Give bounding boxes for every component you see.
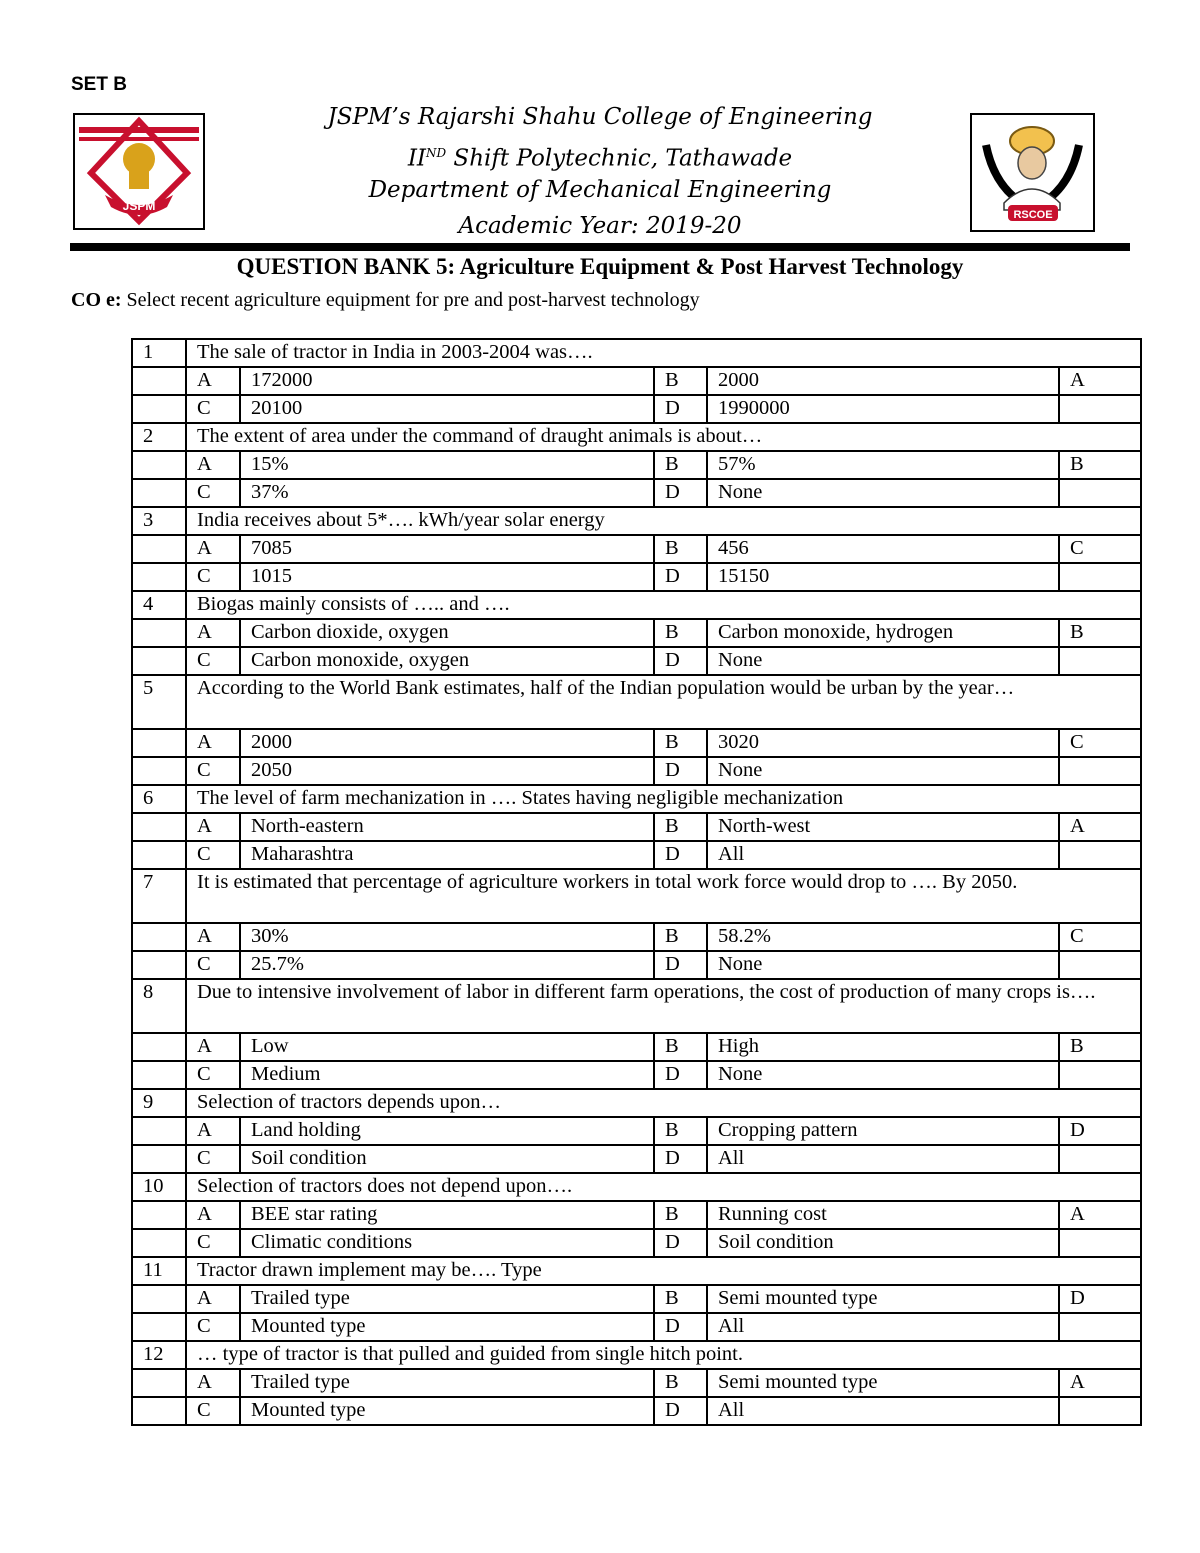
options-row <box>132 923 1141 951</box>
blank-cell <box>132 1145 186 1173</box>
college-name: JSPM’s Rajarshi Shahu College of Engineering <box>327 104 873 130</box>
question-number: 5 <box>132 675 186 729</box>
option-letter-a: A <box>186 1369 240 1397</box>
question-number: 9 <box>132 1089 186 1117</box>
options-row <box>132 1369 1141 1397</box>
option-d: Soil condition <box>707 1229 1059 1257</box>
options-row <box>132 535 1141 563</box>
options-row <box>132 757 1141 785</box>
option-a: Trailed type <box>240 1369 654 1397</box>
option-b: Cropping pattern <box>707 1117 1059 1145</box>
option-d: 15150 <box>707 563 1059 591</box>
options-row <box>132 1145 1141 1173</box>
options-row <box>132 729 1141 757</box>
blank-cell <box>1059 1313 1141 1341</box>
question-text: Biogas mainly consists of ….. and …. <box>186 591 1141 619</box>
question-number: 7 <box>132 869 186 923</box>
option-letter-a: A <box>186 729 240 757</box>
blank-cell <box>132 1285 186 1313</box>
option-b: Semi mounted type <box>707 1369 1059 1397</box>
option-b: Semi mounted type <box>707 1285 1059 1313</box>
option-letter-a: A <box>186 535 240 563</box>
option-letter-d: D <box>654 757 707 785</box>
question-row <box>132 1089 1141 1117</box>
question-number: 4 <box>132 591 186 619</box>
option-c: Mounted type <box>240 1397 654 1425</box>
question-number: 2 <box>132 423 186 451</box>
option-letter-a: A <box>186 923 240 951</box>
blank-cell <box>1059 1397 1141 1425</box>
shift-line-sup: ND <box>426 146 447 160</box>
blank-cell <box>132 619 186 647</box>
blank-cell <box>132 757 186 785</box>
blank-cell <box>132 729 186 757</box>
option-d: All <box>707 1145 1059 1173</box>
option-letter-b: B <box>654 619 707 647</box>
shift-line-text: Shift Polytechnic, Tathawade <box>446 145 793 172</box>
option-letter-d: D <box>654 1313 707 1341</box>
option-b: Running cost <box>707 1201 1059 1229</box>
question-text: It is estimated that percentage of agriculture workers in total work force would drop to …. By 2050. <box>186 869 1141 923</box>
options-row <box>132 1061 1141 1089</box>
blank-cell <box>132 1033 186 1061</box>
option-letter-a: A <box>186 1285 240 1313</box>
option-letter-c: C <box>186 1061 240 1089</box>
option-a: 7085 <box>240 535 654 563</box>
option-b: 2000 <box>707 367 1059 395</box>
question-text: Selection of tractors does not depend upon…. <box>186 1173 1141 1201</box>
blank-cell <box>132 535 186 563</box>
blank-cell <box>1059 757 1141 785</box>
answer-key: A <box>1059 367 1141 395</box>
option-d: All <box>707 1313 1059 1341</box>
option-letter-c: C <box>186 757 240 785</box>
option-c: Medium <box>240 1061 654 1089</box>
question-table <box>131 338 1142 1426</box>
option-letter-a: A <box>186 367 240 395</box>
option-letter-a: A <box>186 1117 240 1145</box>
option-letter-a: A <box>186 1033 240 1061</box>
option-d: All <box>707 1397 1059 1425</box>
option-letter-c: C <box>186 479 240 507</box>
blank-cell <box>132 1369 186 1397</box>
option-letter-d: D <box>654 1145 707 1173</box>
answer-key: C <box>1059 729 1141 757</box>
answer-key: A <box>1059 813 1141 841</box>
blank-cell <box>132 923 186 951</box>
question-text: Due to intensive involvement of labor in different farm operations, the cost of production of many crops is…. <box>186 979 1141 1033</box>
blank-cell <box>132 813 186 841</box>
question-text: Tractor drawn implement may be…. Type <box>186 1257 1141 1285</box>
blank-cell <box>1059 479 1141 507</box>
option-a: 30% <box>240 923 654 951</box>
blank-cell <box>132 1229 186 1257</box>
options-row <box>132 1033 1141 1061</box>
option-a: 172000 <box>240 367 654 395</box>
shift-line <box>300 135 900 177</box>
options-row <box>132 1117 1141 1145</box>
blank-cell <box>132 1313 186 1341</box>
option-letter-b: B <box>654 729 707 757</box>
option-letter-b: B <box>654 535 707 563</box>
option-b: Carbon monoxide, hydrogen <box>707 619 1059 647</box>
option-letter-d: D <box>654 841 707 869</box>
option-letter-c: C <box>186 951 240 979</box>
blank-cell <box>132 451 186 479</box>
options-row <box>132 619 1141 647</box>
option-a: Land holding <box>240 1117 654 1145</box>
option-letter-d: D <box>654 647 707 675</box>
option-letter-b: B <box>654 1117 707 1145</box>
options-row <box>132 647 1141 675</box>
options-row <box>132 451 1141 479</box>
option-letter-d: D <box>654 563 707 591</box>
blank-cell <box>132 479 186 507</box>
blank-cell <box>132 1061 186 1089</box>
option-letter-b: B <box>654 367 707 395</box>
answer-key: C <box>1059 923 1141 951</box>
option-c: Mounted type <box>240 1313 654 1341</box>
question-number: 12 <box>132 1341 186 1369</box>
question-row <box>132 1257 1141 1285</box>
option-letter-c: C <box>186 563 240 591</box>
option-b: High <box>707 1033 1059 1061</box>
option-letter-b: B <box>654 813 707 841</box>
options-row <box>132 841 1141 869</box>
options-row <box>132 479 1141 507</box>
option-letter-c: C <box>186 647 240 675</box>
question-row <box>132 675 1141 729</box>
option-letter-b: B <box>654 1369 707 1397</box>
co-text: Select recent agriculture equipment for pre and post-harvest technology <box>121 289 700 311</box>
question-number: 10 <box>132 1173 186 1201</box>
question-text: According to the World Bank estimates, half of the Indian population would be urban by the year… <box>186 675 1141 729</box>
option-a: Carbon dioxide, oxygen <box>240 619 654 647</box>
option-a: North-eastern <box>240 813 654 841</box>
option-c: 1015 <box>240 563 654 591</box>
options-row <box>132 1201 1141 1229</box>
option-letter-b: B <box>654 1285 707 1313</box>
option-d: None <box>707 479 1059 507</box>
option-letter-a: A <box>186 451 240 479</box>
option-letter-c: C <box>186 841 240 869</box>
option-letter-d: D <box>654 1061 707 1089</box>
question-row <box>132 339 1141 367</box>
jspm-logo-text: JSPM <box>122 199 156 213</box>
option-d: None <box>707 757 1059 785</box>
jspm-logo <box>73 113 205 230</box>
blank-cell <box>1059 951 1141 979</box>
answer-key: D <box>1059 1285 1141 1313</box>
question-row <box>132 507 1141 535</box>
option-letter-a: A <box>186 813 240 841</box>
question-number: 3 <box>132 507 186 535</box>
option-d: None <box>707 647 1059 675</box>
blank-cell <box>132 1201 186 1229</box>
option-d: All <box>707 841 1059 869</box>
blank-cell <box>132 647 186 675</box>
academic-year: Academic Year: 2019-20 <box>458 213 742 239</box>
option-c: Climatic conditions <box>240 1229 654 1257</box>
blank-cell <box>1059 563 1141 591</box>
option-a: 2000 <box>240 729 654 757</box>
question-text: Selection of tractors depends upon… <box>186 1089 1141 1117</box>
option-letter-c: C <box>186 395 240 423</box>
option-letter-d: D <box>654 951 707 979</box>
option-letter-c: C <box>186 1313 240 1341</box>
options-row <box>132 367 1141 395</box>
answer-key: B <box>1059 451 1141 479</box>
option-c: 37% <box>240 479 654 507</box>
question-text: The level of farm mechanization in …. States having negligible mechanization <box>186 785 1141 813</box>
option-c: Soil condition <box>240 1145 654 1173</box>
blank-cell <box>1059 1061 1141 1089</box>
question-text: The sale of tractor in India in 2003-2004 was…. <box>186 339 1141 367</box>
option-d: None <box>707 951 1059 979</box>
answer-key: A <box>1059 1369 1141 1397</box>
option-b: 3020 <box>707 729 1059 757</box>
option-letter-d: D <box>654 1229 707 1257</box>
question-row <box>132 591 1141 619</box>
option-letter-a: A <box>186 1201 240 1229</box>
rscoe-logo-text: RSCOE <box>1013 209 1053 221</box>
rscoe-logo <box>970 113 1095 232</box>
shift-line-roman: II <box>407 145 426 172</box>
option-b: North-west <box>707 813 1059 841</box>
options-row <box>132 1229 1141 1257</box>
option-a: BEE star rating <box>240 1201 654 1229</box>
options-row <box>132 563 1141 591</box>
option-letter-b: B <box>654 1033 707 1061</box>
option-letter-d: D <box>654 479 707 507</box>
blank-cell <box>132 563 186 591</box>
question-text: India receives about 5*…. kWh/year solar energy <box>186 507 1141 535</box>
answer-key: C <box>1059 535 1141 563</box>
option-c: Maharashtra <box>240 841 654 869</box>
blank-cell <box>132 367 186 395</box>
option-a: 15% <box>240 451 654 479</box>
set-label: SET B <box>71 74 127 95</box>
question-number: 8 <box>132 979 186 1033</box>
option-a: Trailed type <box>240 1285 654 1313</box>
options-row <box>132 1313 1141 1341</box>
answer-key: B <box>1059 619 1141 647</box>
option-letter-d: D <box>654 395 707 423</box>
option-c: Carbon monoxide, oxygen <box>240 647 654 675</box>
question-number: 1 <box>132 339 186 367</box>
option-letter-b: B <box>654 451 707 479</box>
blank-cell <box>132 1117 186 1145</box>
blank-cell <box>132 841 186 869</box>
option-c: 25.7% <box>240 951 654 979</box>
blank-cell <box>1059 647 1141 675</box>
options-row <box>132 395 1141 423</box>
page-title: QUESTION BANK 5: Agriculture Equipment & Post Harvest Technology <box>236 254 964 279</box>
department-name: Department of Mechanical Engineering <box>368 177 832 203</box>
option-c: 2050 <box>240 757 654 785</box>
options-row <box>132 1285 1141 1313</box>
co-label: CO e: <box>71 289 122 311</box>
blank-cell <box>1059 841 1141 869</box>
question-text: The extent of area under the command of draught animals is about… <box>186 423 1141 451</box>
option-letter-a: A <box>186 619 240 647</box>
blank-cell <box>132 1397 186 1425</box>
blank-cell <box>1059 395 1141 423</box>
question-row <box>132 785 1141 813</box>
question-row <box>132 869 1141 923</box>
question-row <box>132 1173 1141 1201</box>
options-row <box>132 951 1141 979</box>
answer-key: A <box>1059 1201 1141 1229</box>
option-letter-c: C <box>186 1229 240 1257</box>
question-row <box>132 423 1141 451</box>
option-b: 57% <box>707 451 1059 479</box>
blank-cell <box>132 951 186 979</box>
option-c: 20100 <box>240 395 654 423</box>
options-row <box>132 1397 1141 1425</box>
header-divider <box>70 243 1130 251</box>
blank-cell <box>1059 1145 1141 1173</box>
question-row <box>132 1341 1141 1369</box>
option-d: 1990000 <box>707 395 1059 423</box>
course-outcome <box>71 289 700 312</box>
answer-key: D <box>1059 1117 1141 1145</box>
option-a: Low <box>240 1033 654 1061</box>
question-text: … type of tractor is that pulled and guided from single hitch point. <box>186 1341 1141 1369</box>
blank-cell <box>132 395 186 423</box>
option-b: 456 <box>707 535 1059 563</box>
option-letter-d: D <box>654 1397 707 1425</box>
blank-cell <box>1059 1229 1141 1257</box>
option-letter-c: C <box>186 1145 240 1173</box>
option-d: None <box>707 1061 1059 1089</box>
question-number: 11 <box>132 1257 186 1285</box>
option-letter-b: B <box>654 1201 707 1229</box>
option-letter-c: C <box>186 1397 240 1425</box>
answer-key: B <box>1059 1033 1141 1061</box>
question-number: 6 <box>132 785 186 813</box>
option-b: 58.2% <box>707 923 1059 951</box>
option-letter-b: B <box>654 923 707 951</box>
question-row <box>132 979 1141 1033</box>
options-row <box>132 813 1141 841</box>
